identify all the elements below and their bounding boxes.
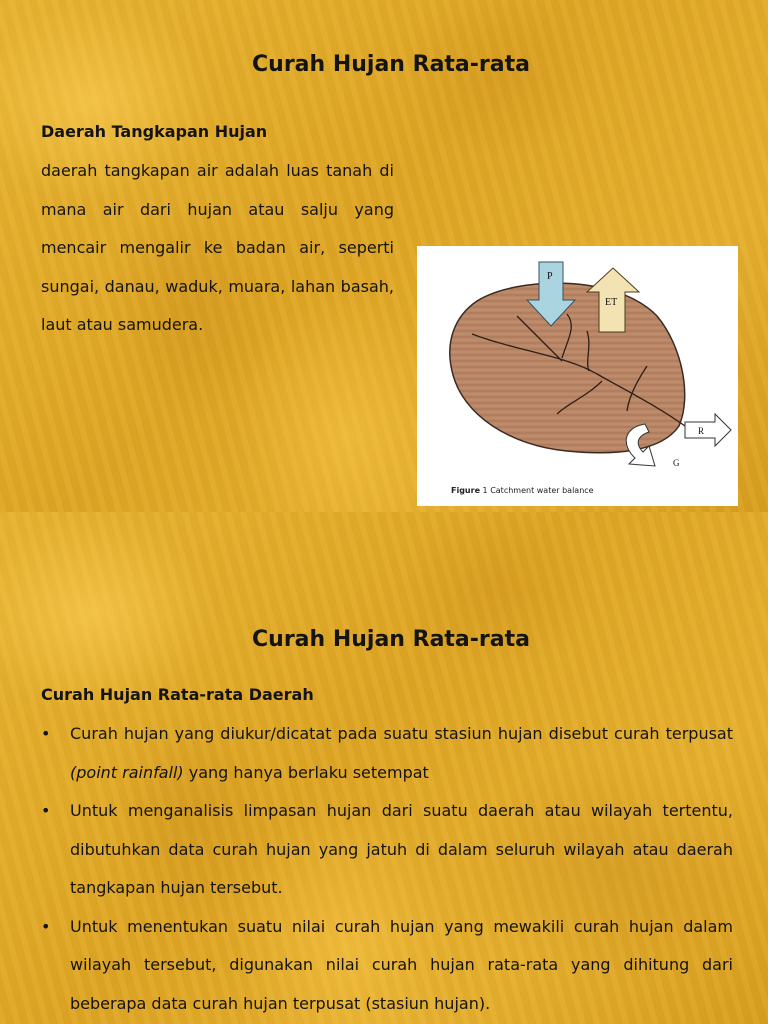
runoff-arrow — [685, 414, 731, 446]
bullet-item — [41, 715, 733, 792]
bullet-item — [41, 792, 733, 908]
figure-caption-number: 1 — [482, 486, 488, 495]
runoff-label: R — [698, 426, 705, 436]
slide-2 — [0, 512, 768, 1024]
evapotranspiration-label: ET — [605, 297, 618, 308]
bullet-text: Untuk menganalisis limpasan hujan dari suatu daerah atau wilayah tertentu, dibutuhkan data curah hujan yang jatuh di dalam seluruh wilayah atau daerah tangkapan hujan tersebut. — [70, 801, 733, 897]
bullet-dot: • — [41, 916, 51, 936]
bullet-text: Untuk menentukan suatu nilai curah hujan yang mewakili curah hujan dalam wilayah tersebut, digunakan nilai curah hujan rata-rata yang dihitung dari beberapa data curah hujan terpusat (stasiun hujan). — [70, 916, 733, 1013]
bullet-text: Curah hujan yang diukur/dicatat pada suatu stasiun hujan disebut curah terpusat — [70, 724, 733, 743]
catchment-diagram — [417, 246, 738, 481]
figure-caption-prefix: Figure — [451, 486, 480, 495]
bullet-text-after: yang hanya berlaku setempat — [183, 762, 429, 782]
catchment-definition-paragraph: daerah tangkapan air adalah luas tanah di mana air dari hujan atau salju yang mencair mengalir ke badan air, seperti sungai, danau, waduk, muara, lahan basah, laut atau samudera. — [41, 161, 394, 334]
slide-1-title: Curah Hujan Rata-rata — [252, 52, 530, 77]
bullet-item — [41, 908, 733, 1024]
slide-2-title: Curah Hujan Rata-rata — [252, 627, 530, 652]
slide-2-subheading: Curah Hujan Rata-rata Daerah — [41, 685, 314, 704]
figure-caption-text: Catchment water balance — [490, 486, 594, 495]
bullet-dot: • — [41, 801, 51, 820]
slide-1-subheading: Daerah Tangkapan Hujan — [41, 122, 268, 141]
figure-caption — [451, 486, 594, 495]
bullet-text-italic: (point rainfall) — [70, 762, 184, 782]
bullet-dot: • — [41, 724, 51, 743]
bullet-list — [41, 715, 733, 1023]
catchment-water-balance-figure — [417, 246, 738, 506]
groundwater-label: G — [673, 458, 680, 468]
precipitation-label: P — [547, 271, 553, 282]
